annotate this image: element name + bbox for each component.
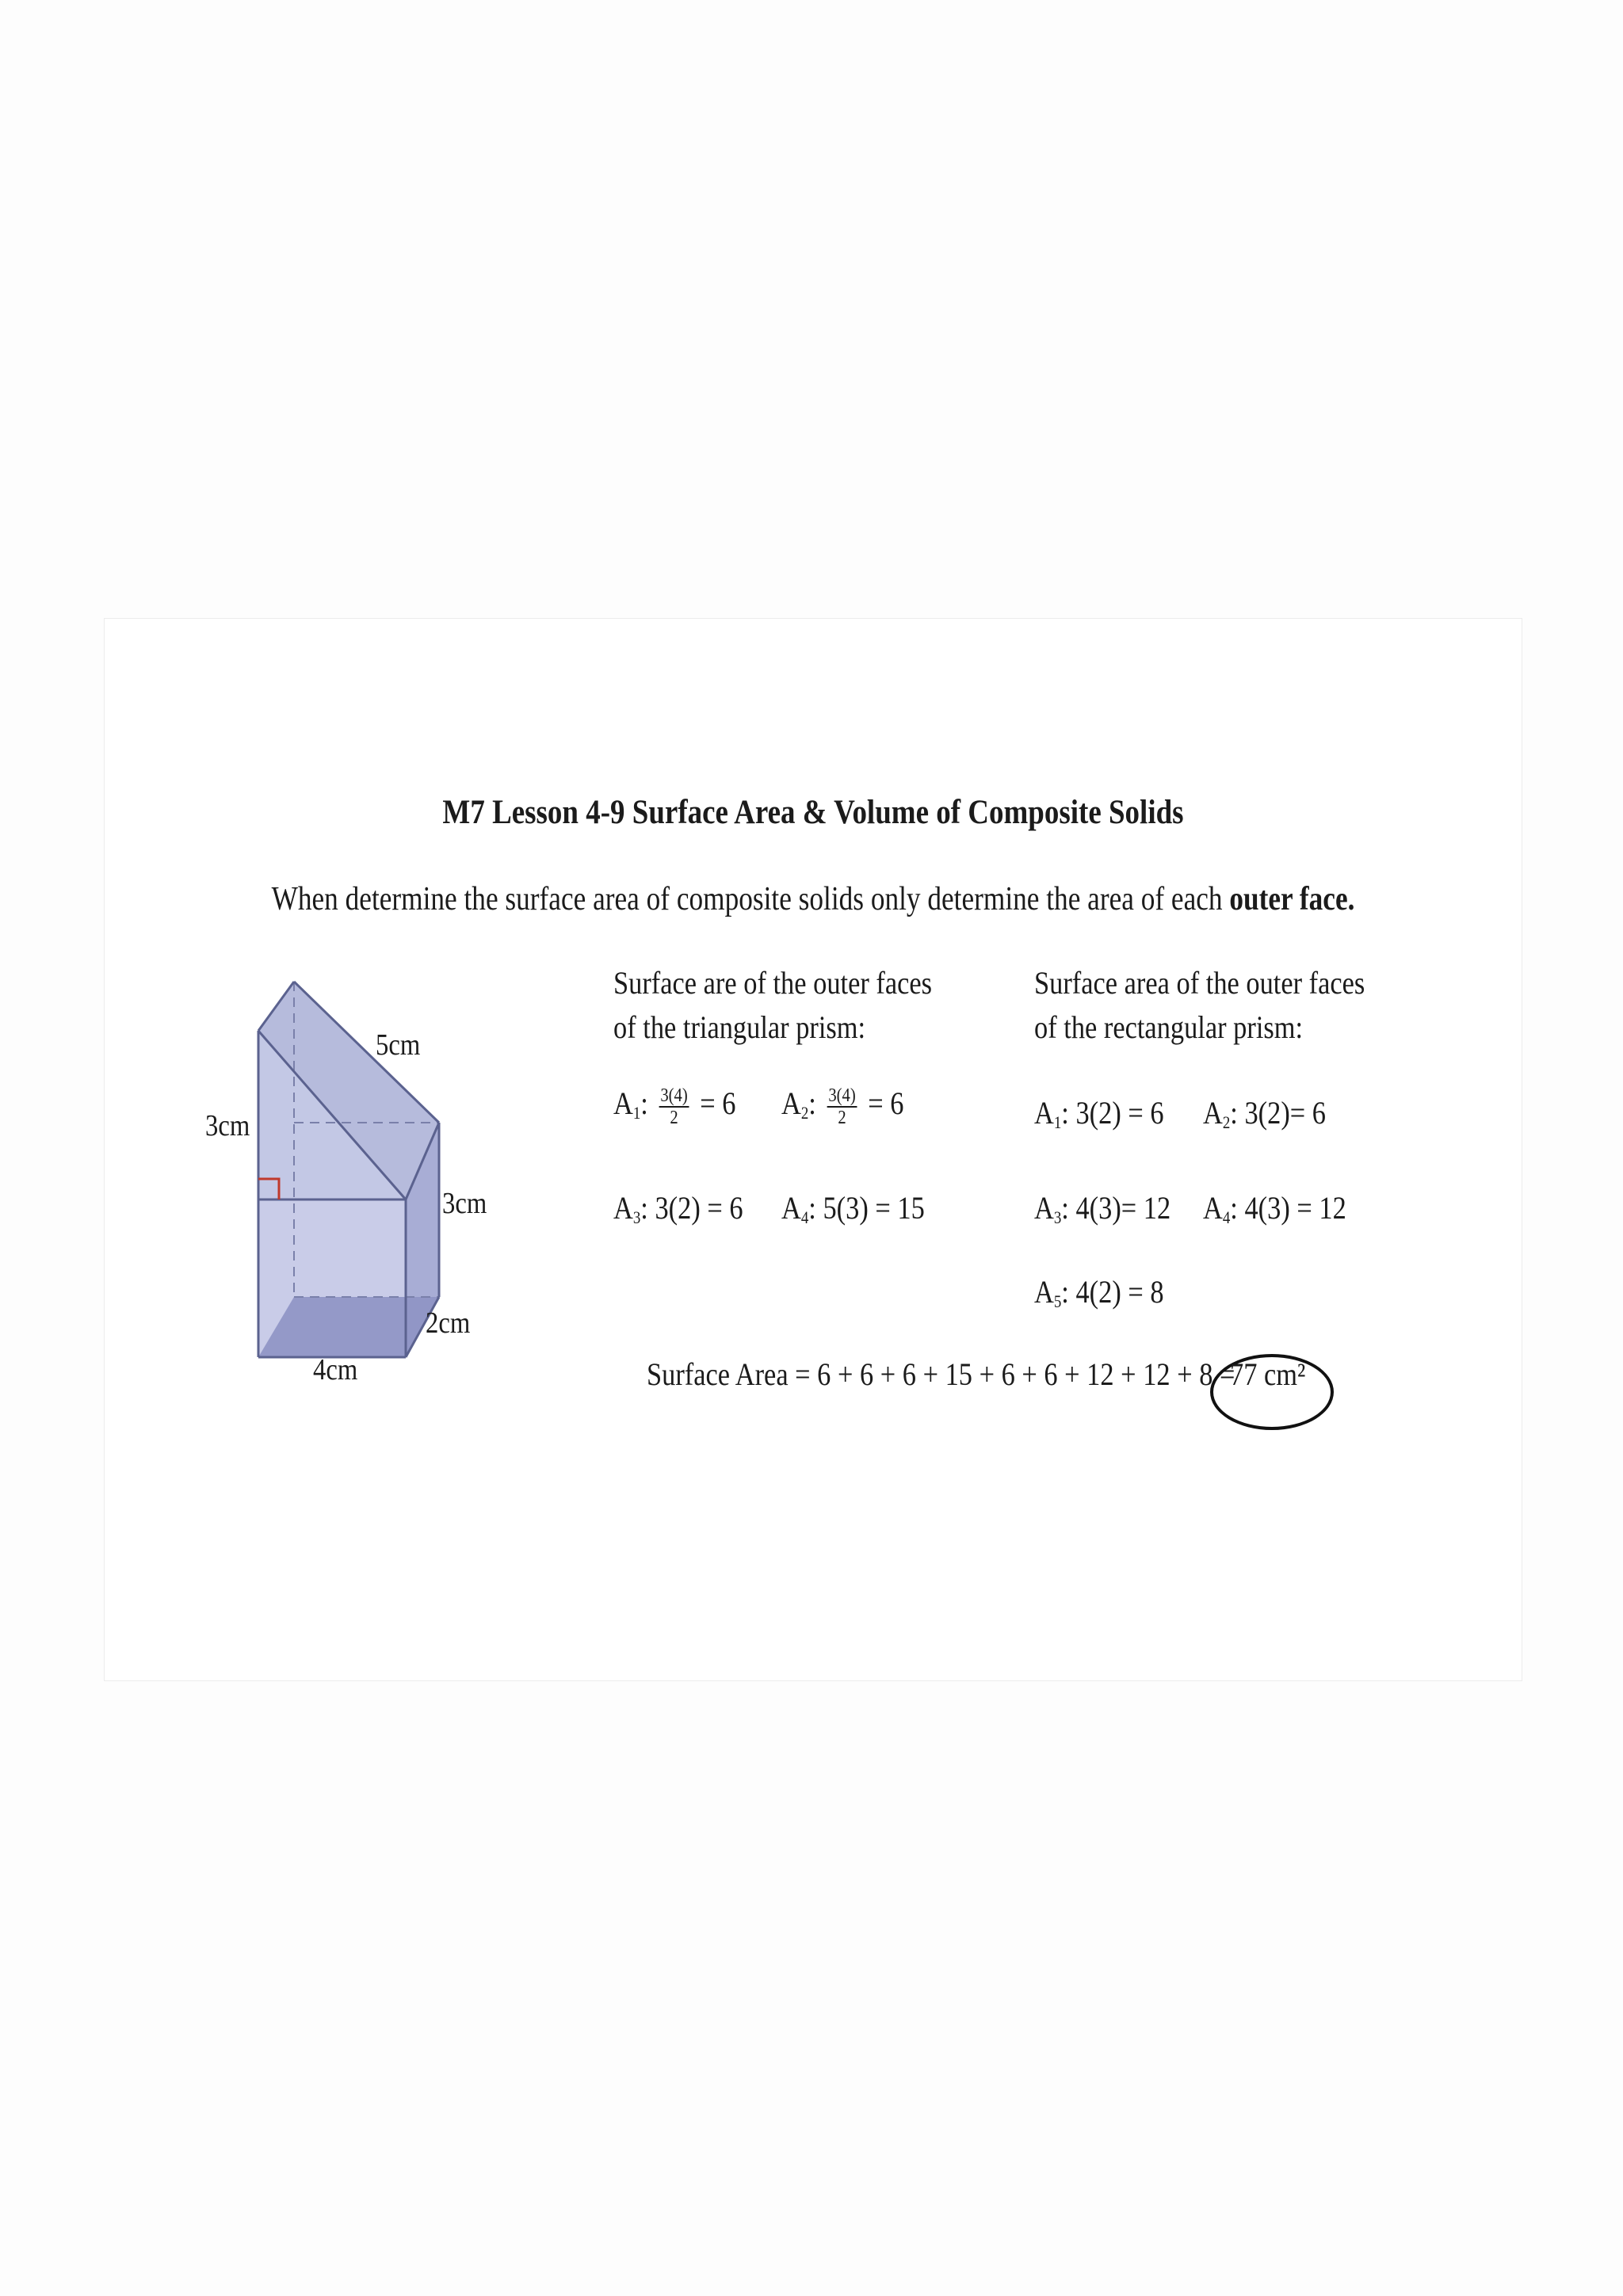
tri-area-3: $A_3$: 3(2) = 6: [613, 1190, 743, 1227]
rect-area-5: $A_5$: 4(2) = 8: [1034, 1274, 1164, 1311]
rect-area-3: $A_3$: 4(3)= 12: [1034, 1190, 1171, 1227]
surface-area-total: Surface Area = 6 + 6 + 6 + 15 + 6 + 6 + 12 + 12 + 8 =: [647, 1356, 1235, 1392]
tri-area-4: $A_4$: 5(3) = 15: [781, 1190, 925, 1227]
surface-area-answer: 77 cm²: [1230, 1356, 1306, 1392]
composite-solid-diagram: [168, 952, 612, 1411]
rectangular-heading: Surface area of the outer faces of the rectangular prism:: [1034, 965, 1365, 1045]
rect-area-1: $A_1$: 3(2) = 6: [1034, 1095, 1164, 1132]
intro-text: [218, 880, 1408, 918]
dim-label-5cm: 5cm: [376, 1028, 421, 1062]
rect-area-2: $A_2$: 3(2)= 6: [1203, 1095, 1326, 1132]
tri-area-2: $A_2$: $\frac{3(4)}{2}$ = 6: [781, 1085, 904, 1128]
tri-a1-fraction: $\frac{3(4)}{2}$: [660, 1085, 688, 1128]
lesson-title: M7 Lesson 4-9 Surface Area & Volume of Composite Solids: [442, 794, 1184, 831]
tri-area-1: $A_1$: $\frac{3(4)}{2}$ = 6: [613, 1085, 736, 1128]
intro-emphasis: outer face.: [1229, 881, 1355, 917]
dim-label-left-3cm: 3cm: [205, 1109, 250, 1142]
dim-label-right-3cm: 3cm: [442, 1187, 487, 1220]
dim-label-4cm: 4cm: [313, 1353, 358, 1386]
rect-area-4: $A_4$: 4(3) = 12: [1203, 1190, 1346, 1227]
dim-label-2cm: 2cm: [426, 1306, 471, 1340]
triangular-heading: Surface are of the outer faces of the triangular prism:: [613, 965, 933, 1045]
tri-a2-fraction: $\frac{3(4)}{2}$: [828, 1085, 856, 1128]
intro-sentence: When determine the surface area of composite solids only determine the area of each: [271, 881, 1223, 917]
lesson-slide: [104, 618, 1522, 1681]
